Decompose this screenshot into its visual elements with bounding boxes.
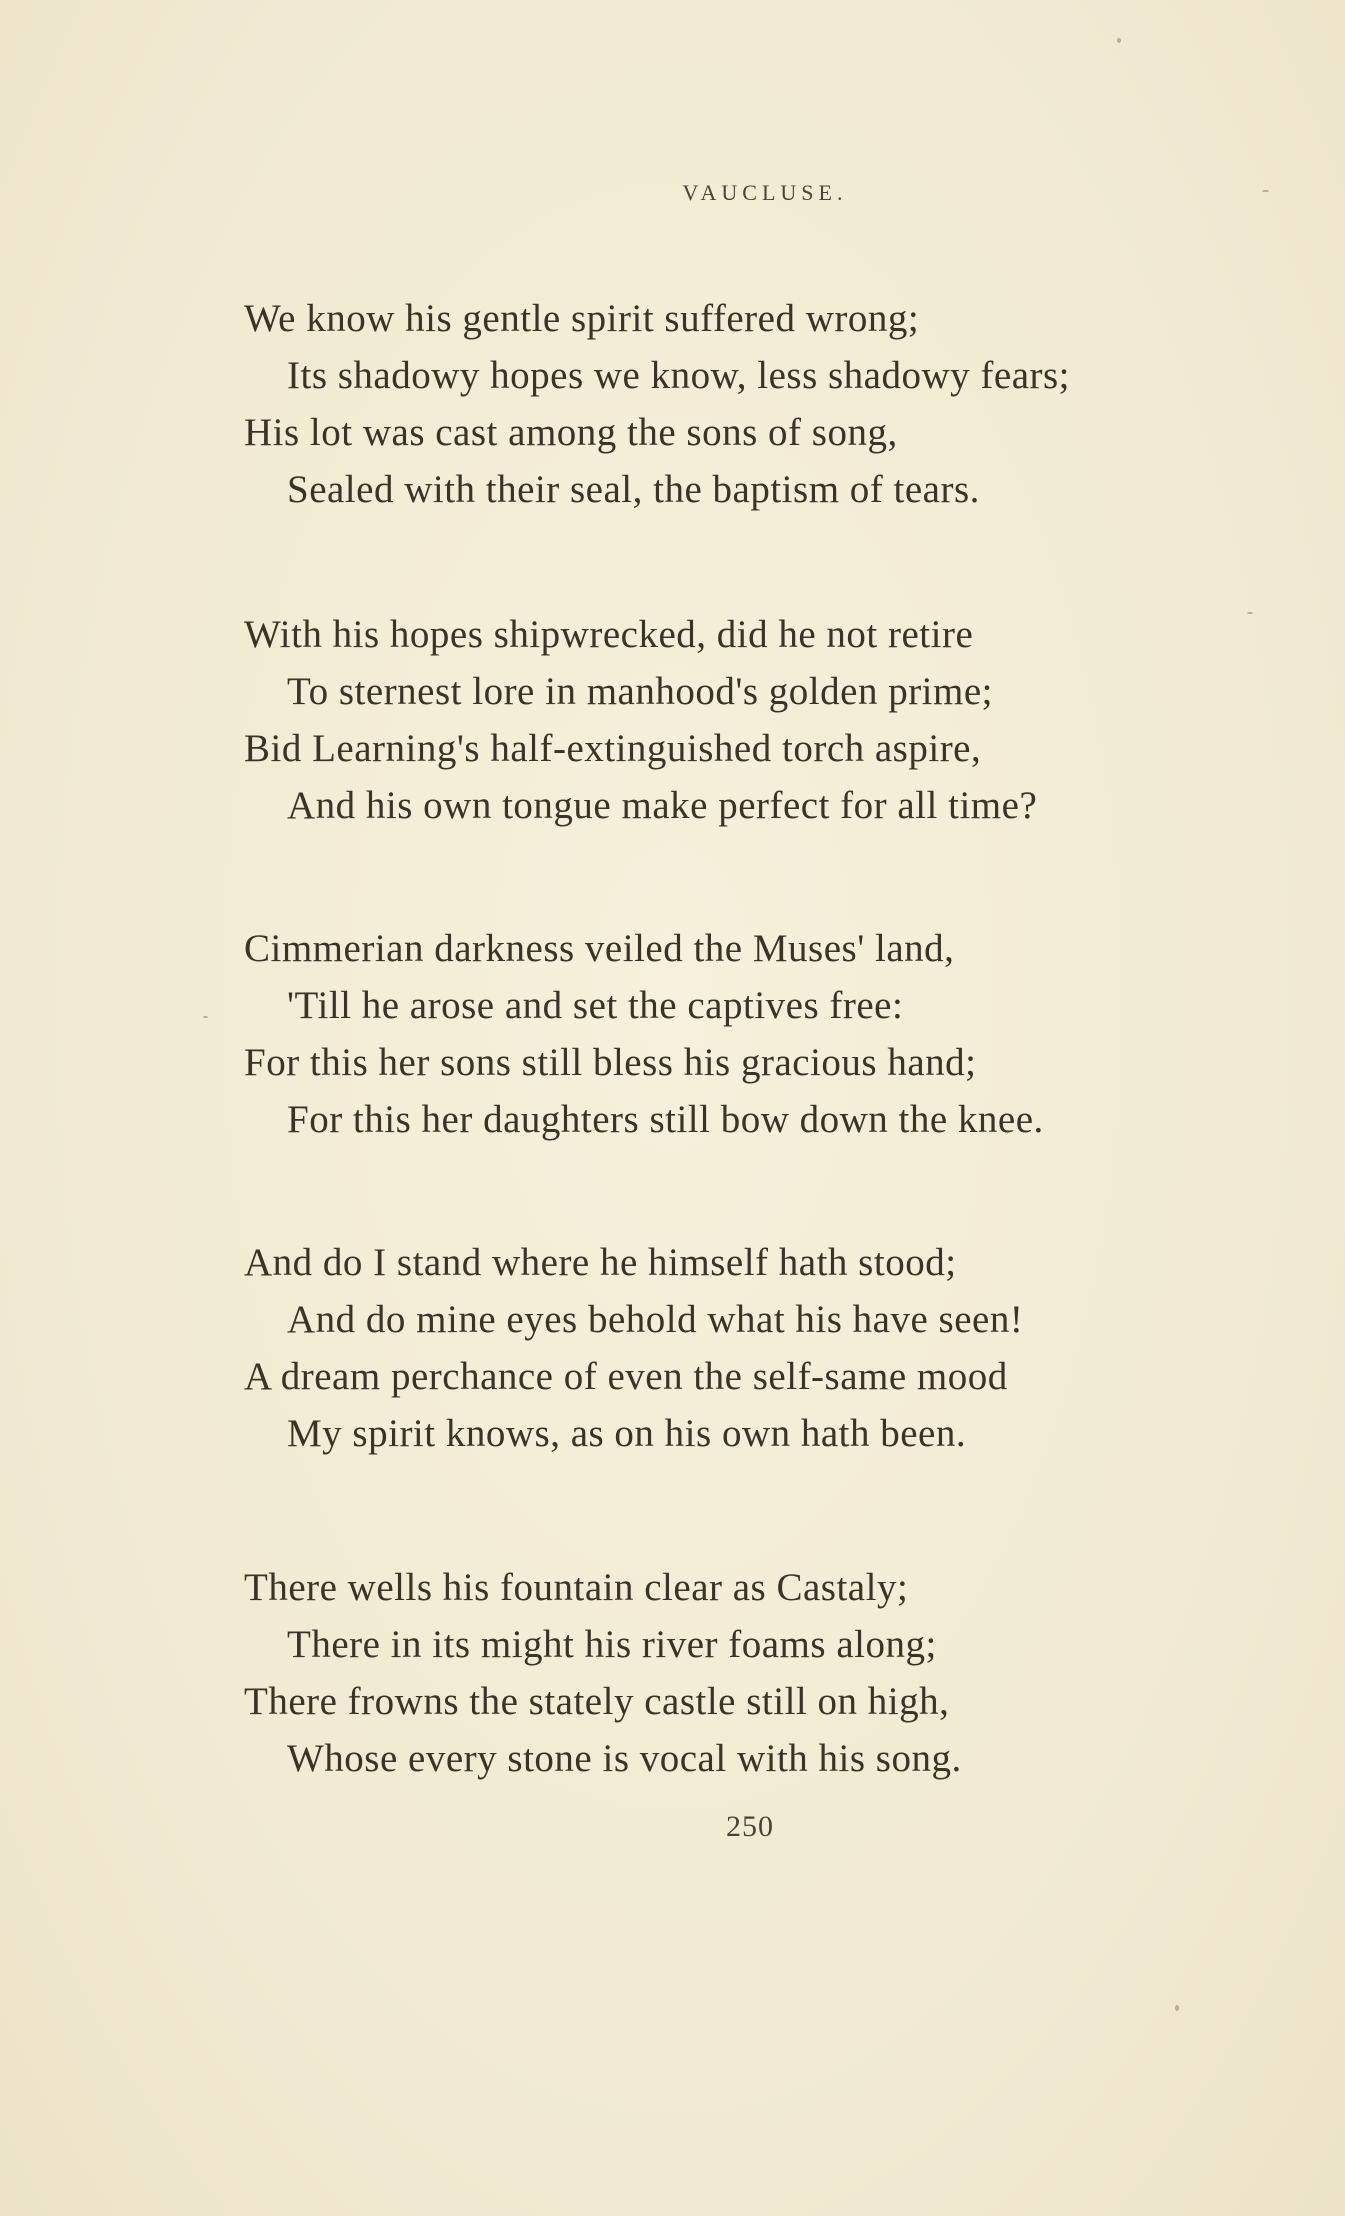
poem-line: There in its might his river foams along; [287,1623,937,1666]
running-head: VAUCLUSE. [682,180,848,205]
poem-line: 'Till he arose and set the captives free: [287,984,904,1027]
poem-line: Bid Learning's half-extinguished torch aspire, [244,727,982,770]
poem-line: Whose every stone is vocal with his song. [287,1737,962,1780]
poem-line: For this her daughters still bow down the knee. [287,1098,1044,1141]
poem-line: To sternest lore in manhood's golden prime; [287,670,993,713]
stanza-2 [244,606,1244,834]
paper-speck [203,1016,208,1018]
poem-line: For this her sons still bless his gracious hand; [244,1041,977,1084]
stanza-4 [244,1234,1244,1462]
poem-line: A dream perchance of even the self-same mood [244,1355,1008,1398]
poem-line: Cimmerian darkness veiled the Muses' land, [244,927,955,970]
poem-line: And do mine eyes behold what his have seen! [287,1298,1024,1341]
poem-line: Sealed with their seal, the baptism of tears. [287,468,980,511]
paper-speck [1262,190,1269,192]
poem-line: We know his gentle spirit suffered wrong; [244,297,920,340]
poem-line: My spirit knows, as on his own hath been. [287,1412,967,1455]
paper-speck [1175,2005,1179,2011]
paper-speck [1117,38,1121,43]
poem [244,290,1244,1787]
poem-line: There wells his fountain clear as Castaly; [244,1566,909,1609]
stanza-5 [244,1559,1244,1787]
poem-line: And do I stand where he himself hath stood; [244,1241,957,1284]
poem-line: Its shadowy hopes we know, less shadowy fears; [287,354,1071,397]
stanza-1 [244,290,1244,518]
poem-line: And his own tongue make perfect for all time? [287,784,1038,827]
paper-speck [1247,612,1253,614]
page-number: 250 [726,1810,774,1843]
poem-line: His lot was cast among the sons of song, [244,411,898,454]
poem-line: With his hopes shipwrecked, did he not retire [244,613,974,656]
stanza-3 [244,920,1244,1148]
poem-line: There frowns the stately castle still on high, [244,1680,950,1723]
